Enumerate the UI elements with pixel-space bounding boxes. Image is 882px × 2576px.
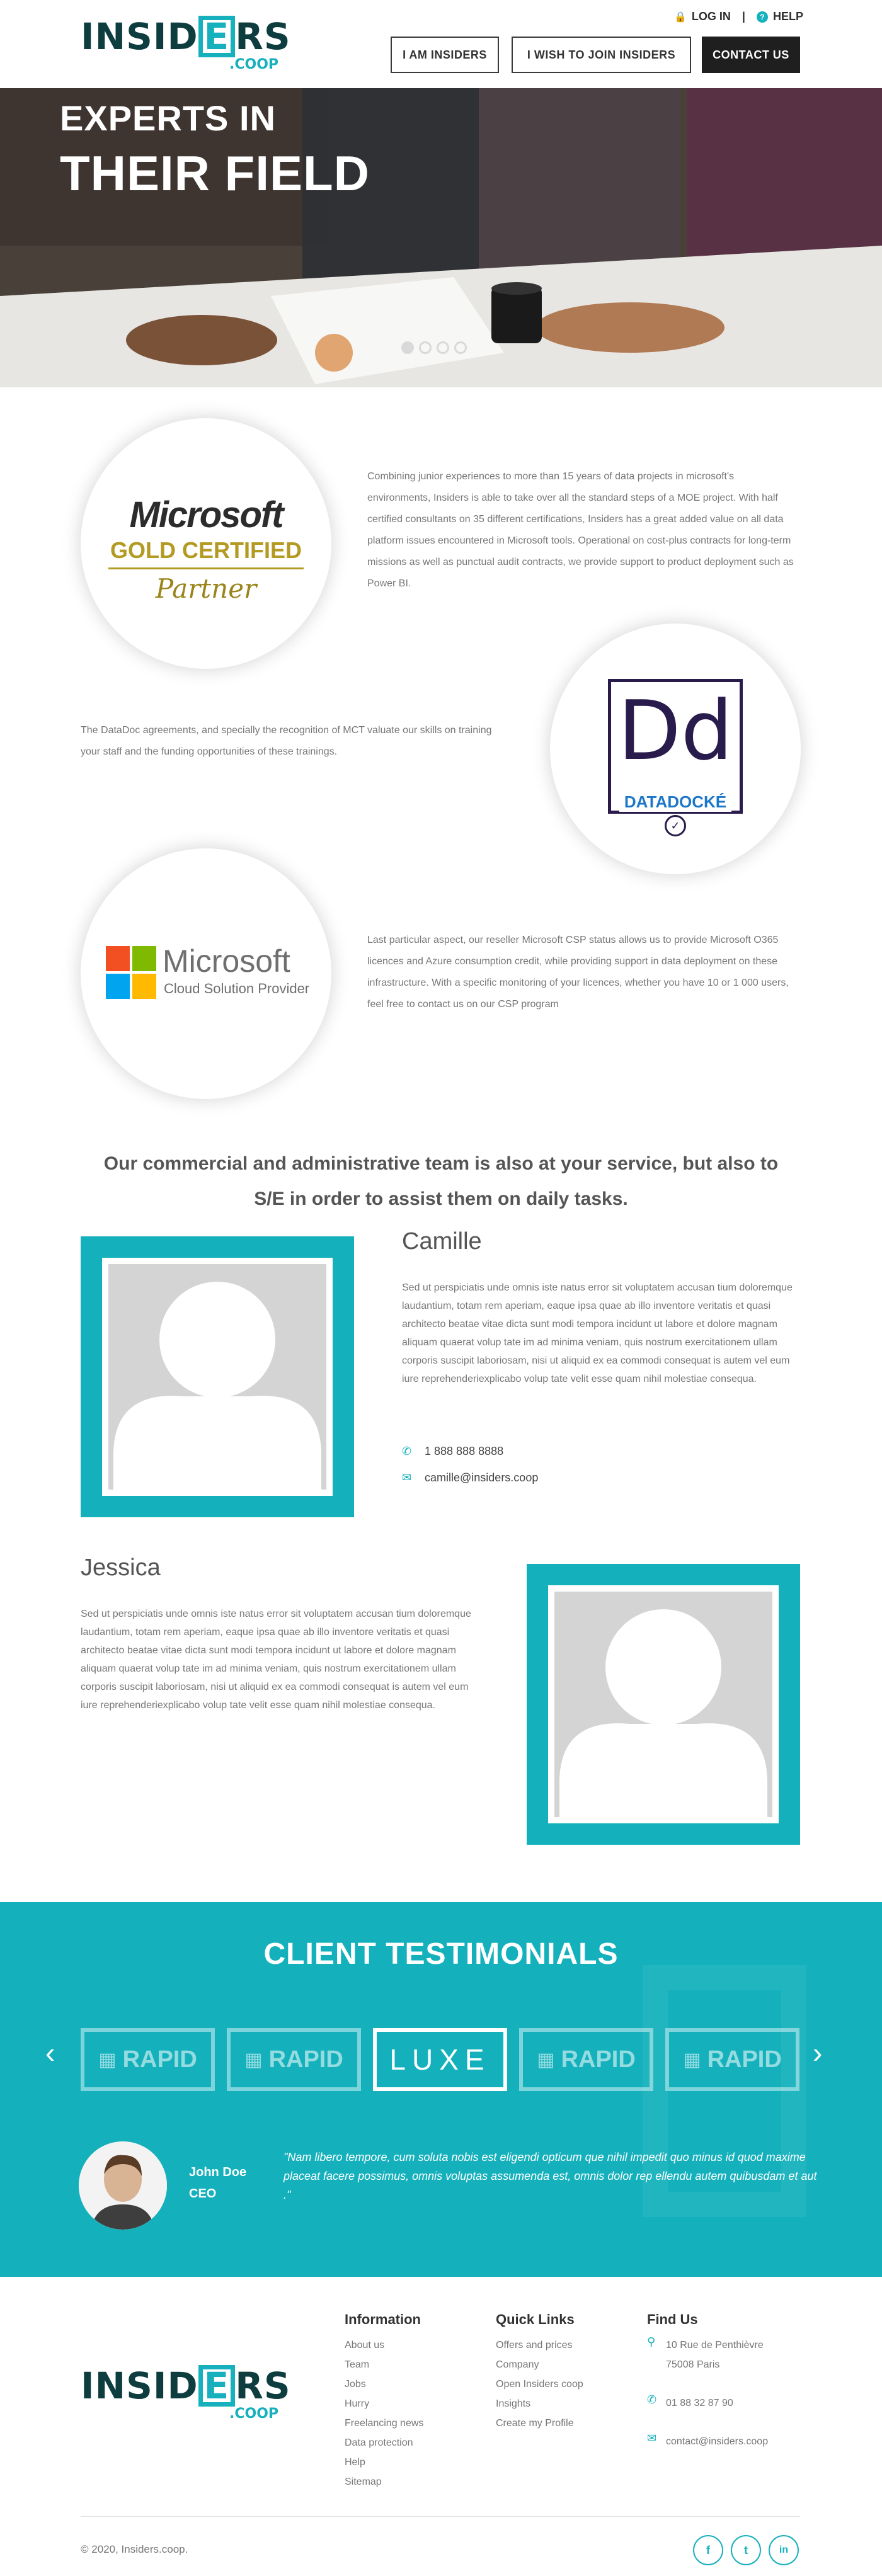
client-logo-active[interactable] <box>373 2028 507 2091</box>
phone-icon: ✆ <box>402 1445 412 1457</box>
check-icon: ✓ <box>665 815 686 836</box>
rapid-logo-icon: ▦ <box>98 2049 117 2070</box>
i-am-insiders-button[interactable]: I AM INSIDERS <box>391 37 499 73</box>
help-link[interactable]: HELP <box>772 10 803 23</box>
join-insiders-button[interactable]: I WISH TO JOIN INSIDERS <box>512 37 691 73</box>
footer-link-insights[interactable]: Insights <box>496 2398 531 2409</box>
camille-name: Camille <box>402 1228 482 1255</box>
hero-pager <box>401 341 467 354</box>
footer-link-team[interactable]: Team <box>345 2359 370 2370</box>
location-pin-icon: ⚲ <box>647 2335 656 2348</box>
footer-phone[interactable]: 01 88 32 87 90 <box>666 2398 733 2408</box>
hero-title-line2: THEIR FIELD <box>60 145 370 201</box>
csp-text: Last particular aspect, our reseller Microsoft CSP status allows us to provide Microsoft O365 licences and Azure consumption credit, while providing support in data deployment on these infrastructure. With a specific monitoring of your licences, whether you have 10 or 1 000 users, feel free to contact us on our CSP program <box>367 935 789 1010</box>
footer-link-hurry[interactable]: Hurry <box>345 2398 370 2409</box>
social-links <box>693 2535 799 2565</box>
user-placeholder-icon <box>108 1264 326 1490</box>
help-icon: ? <box>757 11 768 23</box>
testimonial-author-role: CEO <box>189 2187 217 2201</box>
carousel-prev-arrow[interactable]: ‹ <box>45 2036 55 2069</box>
footer-logo[interactable] <box>81 2363 289 2426</box>
camille-email-row <box>402 1471 538 1485</box>
footer-address-line1: 10 Rue de Penthièvre <box>666 2340 764 2351</box>
user-avatar-icon <box>79 2141 167 2230</box>
footer-address-row <box>647 2335 811 2374</box>
jessica-avatar <box>554 1592 772 1817</box>
lock-icon: 🔒 <box>674 11 687 23</box>
camille-bio: Sed ut perspiciatis unde omnis iste natus error sit voluptatem accusan tium doloremque laudantium, totam rem aperiam, eaque ipsa quae ab illo inventore veritatis et quasi architecto beatae vitae dicta sunt modi tempora incidunt ut labore et dolore magnam aliquam quaerat volup tate im ad minima veniam, quis nostrum exercitationem ullam corporis suscipit laboriosam, nisi ut aliquid ex ea commodi consequat is autem vel eum iure reprehenderiexplicabo volup tate velit esse quam nihil molestiae consequa. <box>402 1282 793 1384</box>
jessica-name: Jessica <box>81 1554 161 1581</box>
footer-quick-links <box>496 2311 583 2433</box>
hero-dot[interactable] <box>401 341 414 354</box>
client-logo-label: RAPID <box>561 2046 636 2073</box>
hero-title-line1: EXPERTS IN <box>60 98 276 138</box>
hero-dot[interactable] <box>419 341 432 354</box>
camille-avatar <box>108 1264 326 1490</box>
logo-text-left: INSID <box>81 2364 198 2407</box>
footer-link-data-protection[interactable]: Data protection <box>345 2437 413 2448</box>
camille-phone-row <box>402 1445 503 1458</box>
footer-link-open-insiders[interactable]: Open Insiders coop <box>496 2379 583 2390</box>
footer-link-help[interactable]: Help <box>345 2457 365 2468</box>
footer-link-jobs[interactable]: Jobs <box>345 2379 366 2390</box>
logo-suffix: .COOP <box>229 57 279 72</box>
footer-link-create-profile[interactable]: Create my Profile <box>496 2418 574 2429</box>
gold-partner-logo-sub: GOLD CERTIFIED <box>110 537 302 563</box>
footer-email[interactable]: contact@insiders.coop <box>666 2436 769 2447</box>
hero-dot[interactable] <box>454 341 467 354</box>
rapid-logo-icon: ▦ <box>683 2049 701 2070</box>
datadock-logo-mark <box>608 683 743 778</box>
footer-link-company[interactable]: Company <box>496 2359 539 2370</box>
contact-us-button[interactable]: CONTACT US <box>702 37 800 73</box>
gold-partner-text: Combining junior experiences to more than 15 years of data projects in microsoft's environments, Insiders is able to take over all the standard steps of a MOE project. With half certified consultants on 35 different certifications, Insiders has a great added value on all data platform issues encountered in Microsoft tools. Operational on cost-plus contracts for long-term missions as well as punctual audit contracts, we provide support to product deployment such as Power BI. <box>367 471 794 589</box>
jessica-bio: Sed ut perspiciatis unde omnis iste natus error sit voluptatem accusan tium doloremque laudantium, totam rem aperiam, eaque ipsa quae ab illo inventore veritatis et quasi architecto beatae vitae dicta sunt modi tempora incidunt ut labore et dolore magnam aliquam quaerat volup tate im ad minima veniam, quis nostrum exercitationem ullam corporis suscipit laboriosam, nisi ut aliquid ex ea commodi consequat is autem vel eum iure reprehenderiexplicabo volup tate velit esse quam nihil molestiae consequa. <box>81 1609 471 1711</box>
facebook-icon[interactable]: f <box>693 2535 723 2565</box>
client-logo[interactable] <box>81 2028 215 2091</box>
logo-text-right: RS <box>235 15 291 58</box>
footer-link-offers[interactable]: Offers and prices <box>496 2340 573 2351</box>
client-logo-label: RAPID <box>122 2046 197 2073</box>
gold-partner-logo-tag: Partner <box>155 573 257 604</box>
logo-text-right: RS <box>235 2364 291 2407</box>
linkedin-icon[interactable]: in <box>769 2535 799 2565</box>
camille-photo-frame <box>81 1236 354 1517</box>
footer-information <box>345 2311 423 2492</box>
logo-text-left: INSID <box>81 15 198 58</box>
footer-find-us-title: Find Us <box>647 2311 698 2327</box>
login-link[interactable]: LOG IN <box>691 10 731 23</box>
csp-logo-title: Microsoft <box>163 943 290 979</box>
phone-icon: ✆ <box>647 2393 657 2406</box>
windows-logo-icon <box>106 946 156 1001</box>
logo-text-d: E <box>198 16 236 57</box>
footer-address-line2: 75008 Paris <box>666 2359 720 2370</box>
testimonials-title: CLIENT TESTIMONIALS <box>263 1937 619 1971</box>
footer-link-sitemap[interactable]: Sitemap <box>345 2476 382 2487</box>
client-logo[interactable] <box>227 2028 361 2091</box>
twitter-icon[interactable]: t <box>731 2535 761 2565</box>
footer-quick-links-title: Quick Links <box>496 2311 575 2327</box>
client-logo-label: RAPID <box>707 2046 782 2073</box>
footer-phone-row <box>647 2393 811 2413</box>
footer-link-freelancing-news[interactable]: Freelancing news <box>345 2418 424 2429</box>
camille-email[interactable]: camille@insiders.coop <box>425 1471 539 1484</box>
client-logo[interactable] <box>665 2028 799 2091</box>
jessica-photo-frame <box>527 1564 800 1845</box>
carousel-next-arrow[interactable]: › <box>813 2036 823 2069</box>
footer-copyright: © 2020, Insiders.coop. <box>81 2543 188 2555</box>
utility-links <box>674 10 803 23</box>
site-logo[interactable] <box>81 14 289 77</box>
gold-partner-logo-title: Microsoft <box>129 494 283 535</box>
footer-divider <box>81 2516 800 2517</box>
client-logo[interactable] <box>519 2028 653 2091</box>
datadock-logo-text: Dd <box>617 683 733 778</box>
datadock-circle <box>550 624 801 874</box>
logo-text-d: E <box>198 2365 236 2407</box>
datadock-logo-sub: DATADOCKÉ <box>619 792 731 812</box>
client-logo-label: LUXE <box>389 2043 491 2076</box>
footer-link-about[interactable]: About us <box>345 2340 385 2351</box>
footer-email-row <box>647 2432 811 2451</box>
logo-suffix: .COOP <box>229 2406 279 2422</box>
camille-phone[interactable]: 1 888 888 8888 <box>425 1445 504 1457</box>
mail-icon: ✉ <box>647 2432 657 2444</box>
testimonial-author-photo <box>79 2141 167 2230</box>
rapid-logo-icon: ▦ <box>244 2049 263 2070</box>
footer-find-us <box>647 2311 811 2451</box>
team-heading: Our commercial and administrative team is also at your service, but also to S/E in order to assist them on daily tasks. <box>103 1153 779 1209</box>
testimonial-author-name: John Doe <box>189 2165 247 2179</box>
testimonial-quote: "Nam libero tempore, cum soluta nobis est eligendi opticum que nihil impedit quo minus id quod maxime placeat facere possimus, omnis voluptas assumenda est, omnis dolor rep ellendu autem quibusdam et aut ." <box>284 2151 817 2201</box>
gold-partner-circle <box>81 418 331 669</box>
rapid-logo-icon: ▦ <box>537 2049 555 2070</box>
csp-circle <box>81 848 331 1099</box>
footer-information-title: Information <box>345 2311 421 2327</box>
gold-divider <box>108 567 304 569</box>
datadock-text: The DataDoc agreements, and specially the recognition of MCT valuate our skills on training your staff and the funding opportunities of these trainings. <box>81 725 492 757</box>
utility-separator: | <box>742 10 745 23</box>
client-logo-label: RAPID <box>268 2046 343 2073</box>
hero-dot[interactable] <box>437 341 449 354</box>
mail-icon: ✉ <box>402 1471 412 1484</box>
user-placeholder-icon <box>554 1592 772 1817</box>
csp-logo-sub: Cloud Solution Provider <box>164 981 310 996</box>
